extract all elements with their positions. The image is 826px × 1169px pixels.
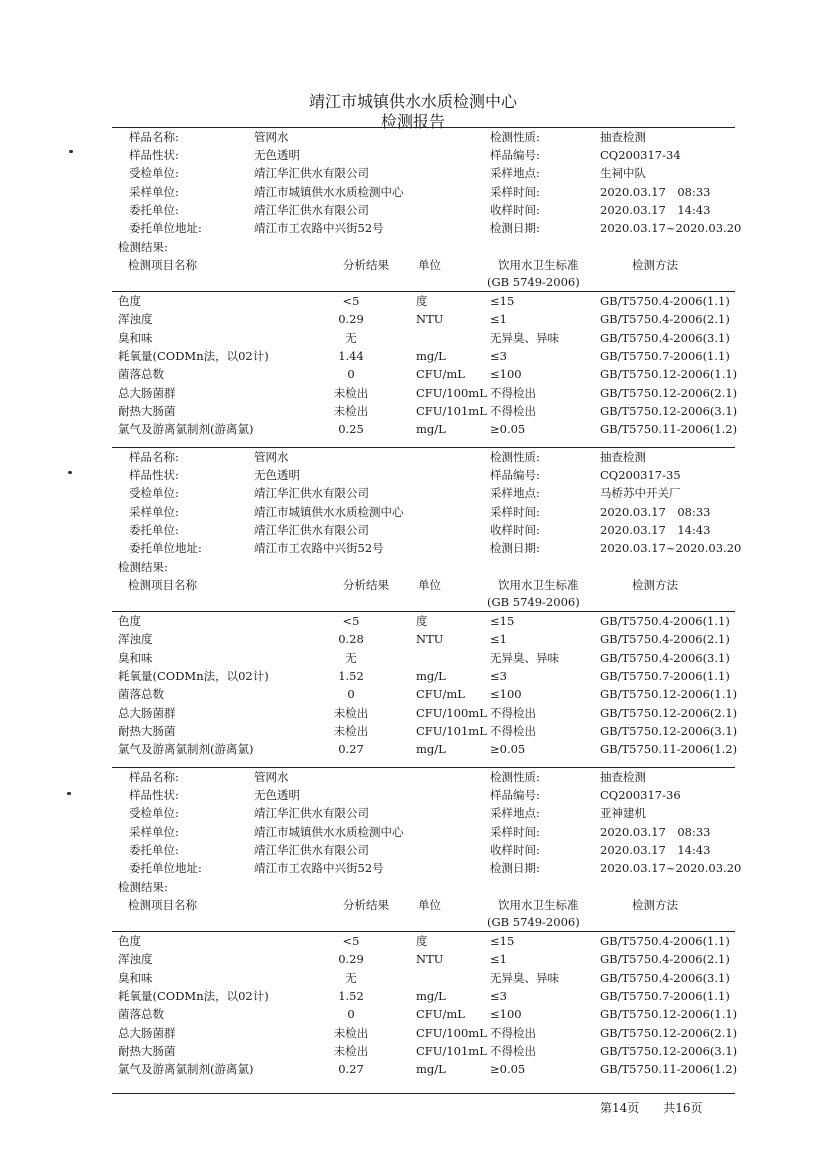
table-row-result: 0.25 [338, 422, 364, 437]
client-address-label: 委托单位地址: [129, 221, 202, 235]
client-address-label: 委托单位地址: [129, 541, 202, 555]
table-row-unit: mg/L [416, 742, 446, 757]
table-row-method: GB/T5750.12-2006(1.1) [600, 367, 738, 382]
table-row-result: 未检出 [333, 723, 369, 738]
sampling-unit-label: 采样单位: [129, 824, 179, 839]
table-row-unit: mg/L [416, 668, 446, 683]
table-row-method: GB/T5750.4-2006(2.1) [600, 952, 730, 967]
col-unit-header: 单位 [418, 578, 441, 592]
test-nature-value: 抽查检测 [600, 450, 646, 464]
table-row-result: <5 [342, 614, 360, 628]
col-method-header: 检测方法 [632, 258, 678, 272]
sampling-site-label: 采样地点: [490, 806, 540, 821]
col-result-header: 分析结果 [343, 258, 389, 272]
sampling-time-value: 2020.03.17 08:33 [600, 824, 711, 839]
table-row-item: 色度 [118, 614, 141, 628]
table-row-method: GB/T5750.7-2006(1.1) [600, 348, 730, 363]
table-row-standard: 无异臭、异味 [490, 330, 559, 345]
sample-no-value: CQ200317-34 [600, 148, 681, 163]
table-row-unit: mg/L [416, 1062, 446, 1077]
table-row-standard: ≥0.05 [490, 1062, 526, 1077]
table-row-unit: mg/L [416, 988, 446, 1003]
client-unit-label: 委托单位: [129, 522, 179, 537]
client-address-value: 靖江市工农路中兴街52号 [254, 221, 384, 235]
table-row-item: 耗氧量(CODMn法，以02计) [118, 348, 269, 363]
sample-state-value: 无色透明 [254, 788, 300, 803]
table-row-unit: CFU/100mL [416, 705, 487, 720]
test-date-value: 2020.03.17~2020.03.20 [600, 541, 742, 555]
table-row-method: GB/T5750.12-2006(2.1) [600, 1025, 738, 1040]
report-title: 检测报告 [380, 112, 445, 131]
test-nature-label: 检测性质: [490, 450, 540, 464]
table-row-unit: CFU/100mL [416, 385, 487, 400]
client-unit-value: 靖江华汇供水有限公司 [254, 842, 369, 857]
inspected-unit-value: 靖江华汇供水有限公司 [254, 806, 369, 821]
table-row-result: 无 [345, 970, 357, 985]
col-method-header: 检测方法 [632, 578, 678, 592]
table-row-item: 总大肠菌群 [118, 1025, 176, 1040]
col-item-header: 检测项目名称 [128, 258, 197, 272]
table-row-standard: ≤1 [490, 632, 507, 647]
sample-no-label: 样品编号: [490, 788, 540, 803]
table-row-item: 氯气及游离氯制剂(游离氯) [118, 1062, 254, 1077]
sampling-site-label: 采样地点: [490, 486, 540, 501]
table-row-item: 总大肠菌群 [118, 385, 176, 400]
table-row-standard: ≤1 [490, 952, 507, 967]
sample-name-label: 样品名称: [129, 130, 179, 144]
table-row-unit: NTU [416, 632, 444, 647]
section-rule [112, 767, 735, 768]
scan-speck [69, 150, 73, 153]
sampling-time-label: 采样时间: [490, 504, 540, 519]
table-row-result: 未检出 [333, 1043, 369, 1058]
table-row-item: 菌落总数 [118, 367, 164, 382]
col-item-header: 检测项目名称 [128, 898, 197, 912]
receive-time-label: 收样时间: [490, 202, 540, 217]
sampling-time-label: 采样时间: [490, 824, 540, 839]
col-standard-header: 饮用水卫生标准 [498, 258, 579, 272]
table-row-method: GB/T5750.12-2006(3.1) [600, 1043, 738, 1058]
table-row-unit: CFU/mL [416, 1007, 465, 1022]
client-address-label: 委托单位地址: [129, 861, 202, 875]
client-address-value: 靖江市工农路中兴街52号 [254, 861, 384, 875]
table-row-item: 浑浊度 [118, 312, 153, 327]
sampling-unit-value: 靖江市城镇供水水质检测中心 [254, 824, 404, 839]
receive-time-value: 2020.03.17 14:43 [600, 202, 711, 217]
client-address-value: 靖江市工农路中兴街52号 [254, 541, 384, 555]
table-row-result: 0.27 [338, 742, 364, 757]
table-row-result: 0.28 [338, 632, 364, 647]
inspected-unit-label: 受检单位: [129, 806, 179, 821]
table-row-unit: CFU/101mL [416, 403, 487, 418]
scan-speck [67, 792, 71, 795]
table-row-item: 菌落总数 [118, 1007, 164, 1022]
col-standard-sub: (GB 5749-2006) [487, 595, 580, 609]
table-row-item: 氯气及游离氯制剂(游离氯) [118, 422, 254, 437]
table-row-item: 浑浊度 [118, 952, 153, 967]
col-unit-header: 单位 [418, 898, 441, 912]
table-row-standard: 不得检出 [490, 403, 536, 418]
table-row-unit: CFU/101mL [416, 1043, 487, 1058]
section-rule [112, 611, 735, 612]
sample-no-value: CQ200317-35 [600, 468, 681, 483]
sample-name-value: 管网水 [254, 770, 289, 784]
table-row-item: 耗氧量(CODMn法，以02计) [118, 668, 269, 683]
table-row-standard: ≥0.05 [490, 742, 526, 757]
table-row-standard: ≤3 [490, 988, 507, 1003]
table-row-standard: ≤100 [490, 687, 522, 702]
sampling-time-label: 采样时间: [490, 184, 540, 199]
table-row-item: 耐热大肠菌 [118, 723, 176, 738]
table-row-result: 未检出 [333, 1025, 369, 1040]
table-row-method: GB/T5750.11-2006(1.2) [600, 422, 738, 437]
sample-state-value: 无色透明 [254, 148, 300, 163]
table-row-method: GB/T5750.12-2006(3.1) [600, 403, 738, 418]
table-row-result: 1.44 [338, 348, 364, 363]
table-row-result: 0.29 [338, 952, 364, 967]
table-row-method: GB/T5750.11-2006(1.2) [600, 742, 738, 757]
table-row-method: GB/T5750.12-2006(3.1) [600, 723, 738, 738]
table-row-result: <5 [342, 294, 360, 308]
table-row-unit: NTU [416, 312, 444, 327]
table-row-result: <5 [342, 934, 360, 948]
table-row-item: 色度 [118, 934, 141, 948]
sampling-unit-value: 靖江市城镇供水水质检测中心 [254, 504, 404, 519]
table-row-result: 0.29 [338, 312, 364, 327]
table-row-item: 总大肠菌群 [118, 705, 176, 720]
org-title: 靖江市城镇供水水质检测中心 [308, 92, 517, 111]
table-row-result: 1.52 [338, 988, 364, 1003]
results-label: 检测结果: [118, 560, 168, 574]
receive-time-label: 收样时间: [490, 842, 540, 857]
table-row-result: 0 [347, 1007, 355, 1022]
table-row-item: 耐热大肠菌 [118, 1043, 176, 1058]
test-nature-label: 检测性质: [490, 130, 540, 144]
sample-no-value: CQ200317-36 [600, 788, 681, 803]
col-item-header: 检测项目名称 [128, 578, 197, 592]
footer-rule [112, 1093, 735, 1094]
table-row-method: GB/T5750.12-2006(1.1) [600, 687, 738, 702]
table-row-standard: 无异臭、异味 [490, 970, 559, 985]
test-date-label: 检测日期: [490, 221, 540, 235]
table-row-standard: ≤3 [490, 348, 507, 363]
table-row-standard: ≤15 [490, 934, 515, 948]
table-row-method: GB/T5750.12-2006(2.1) [600, 385, 738, 400]
table-row-standard: ≥0.05 [490, 422, 526, 437]
table-row-standard: ≤15 [490, 294, 515, 308]
table-row-standard: ≤3 [490, 668, 507, 683]
sampling-site-label: 采样地点: [490, 166, 540, 181]
table-row-standard: 不得检出 [490, 1025, 536, 1040]
table-row-item: 耐热大肠菌 [118, 403, 176, 418]
sampling-unit-label: 采样单位: [129, 184, 179, 199]
table-row-standard: ≤15 [490, 614, 515, 628]
table-row-standard: 不得检出 [490, 705, 536, 720]
table-row-result: 0.27 [338, 1062, 364, 1077]
sampling-time-value: 2020.03.17 08:33 [600, 504, 711, 519]
table-row-unit: 度 [416, 294, 428, 308]
table-row-result: 无 [345, 330, 357, 345]
receive-time-value: 2020.03.17 14:43 [600, 842, 711, 857]
table-row-standard: 不得检出 [490, 723, 536, 738]
client-unit-label: 委托单位: [129, 202, 179, 217]
table-row-unit: 度 [416, 934, 428, 948]
test-nature-value: 抽查检测 [600, 770, 646, 784]
sample-name-value: 管网水 [254, 130, 289, 144]
client-unit-label: 委托单位: [129, 842, 179, 857]
sample-name-value: 管网水 [254, 450, 289, 464]
table-row-item: 菌落总数 [118, 687, 164, 702]
inspected-unit-value: 靖江华汇供水有限公司 [254, 486, 369, 501]
test-nature-label: 检测性质: [490, 770, 540, 784]
table-row-unit: CFU/mL [416, 687, 465, 702]
sample-name-label: 样品名称: [129, 770, 179, 784]
test-date-value: 2020.03.17~2020.03.20 [600, 221, 742, 235]
table-row-method: GB/T5750.4-2006(2.1) [600, 632, 730, 647]
table-row-result: 未检出 [333, 403, 369, 418]
table-row-standard: 无异臭、异味 [490, 650, 559, 665]
client-unit-value: 靖江华汇供水有限公司 [254, 202, 369, 217]
sample-name-label: 样品名称: [129, 450, 179, 464]
table-row-result: 0 [347, 367, 355, 382]
table-row-unit: CFU/mL [416, 367, 465, 382]
table-row-result: 无 [345, 650, 357, 665]
results-label: 检测结果: [118, 240, 168, 254]
table-row-unit: 度 [416, 614, 428, 628]
table-row-method: GB/T5750.7-2006(1.1) [600, 988, 730, 1003]
inspected-unit-value: 靖江华汇供水有限公司 [254, 166, 369, 181]
test-date-label: 检测日期: [490, 541, 540, 555]
table-row-unit: mg/L [416, 348, 446, 363]
col-method-header: 检测方法 [632, 898, 678, 912]
results-label: 检测结果: [118, 880, 168, 894]
test-date-label: 检测日期: [490, 861, 540, 875]
section-rule [112, 291, 735, 292]
table-row-unit: CFU/100mL [416, 1025, 487, 1040]
receive-time-value: 2020.03.17 14:43 [600, 522, 711, 537]
col-standard-sub: (GB 5749-2006) [487, 275, 580, 289]
sampling-site-value: 亚神建机 [600, 806, 646, 821]
table-row-result: 1.52 [338, 668, 364, 683]
col-standard-header: 饮用水卫生标准 [498, 578, 579, 592]
table-row-method: GB/T5750.4-2006(3.1) [600, 650, 730, 665]
sample-state-label: 样品性状: [129, 148, 179, 163]
inspected-unit-label: 受检单位: [129, 166, 179, 181]
table-row-unit: CFU/101mL [416, 723, 487, 738]
section-rule [112, 447, 735, 448]
sample-state-value: 无色透明 [254, 468, 300, 483]
table-row-item: 色度 [118, 294, 141, 308]
col-standard-header: 饮用水卫生标准 [498, 898, 579, 912]
table-row-method: GB/T5750.4-2006(1.1) [600, 614, 730, 628]
table-row-standard: 不得检出 [490, 1043, 536, 1058]
inspected-unit-label: 受检单位: [129, 486, 179, 501]
table-row-method: GB/T5750.4-2006(2.1) [600, 312, 730, 327]
table-row-unit: NTU [416, 952, 444, 967]
table-row-standard: 不得检出 [490, 385, 536, 400]
table-row-result: 未检出 [333, 705, 369, 720]
col-result-header: 分析结果 [343, 898, 389, 912]
scan-speck [68, 471, 72, 474]
section-rule [112, 931, 735, 932]
page-number: 第14页 共16页 [600, 1101, 703, 1115]
table-row-method: GB/T5750.4-2006(3.1) [600, 970, 730, 985]
table-row-method: GB/T5750.11-2006(1.2) [600, 1062, 738, 1077]
sample-state-label: 样品性状: [129, 468, 179, 483]
table-row-method: GB/T5750.7-2006(1.1) [600, 668, 730, 683]
table-row-unit: mg/L [416, 422, 446, 437]
sample-state-label: 样品性状: [129, 788, 179, 803]
table-row-method: GB/T5750.12-2006(1.1) [600, 1007, 738, 1022]
table-row-standard: ≤1 [490, 312, 507, 327]
table-row-item: 臭和味 [118, 330, 153, 345]
table-row-item: 浑浊度 [118, 632, 153, 647]
table-row-item: 氯气及游离氯制剂(游离氯) [118, 742, 254, 757]
sampling-unit-value: 靖江市城镇供水水质检测中心 [254, 184, 404, 199]
sampling-site-value: 生祠中队 [600, 166, 646, 181]
receive-time-label: 收样时间: [490, 522, 540, 537]
sampling-unit-label: 采样单位: [129, 504, 179, 519]
table-row-standard: ≤100 [490, 1007, 522, 1022]
sampling-site-value: 马桥苏中开关厂 [600, 486, 681, 501]
sample-no-label: 样品编号: [490, 468, 540, 483]
client-unit-value: 靖江华汇供水有限公司 [254, 522, 369, 537]
col-standard-sub: (GB 5749-2006) [487, 915, 580, 929]
table-row-method: GB/T5750.12-2006(2.1) [600, 705, 738, 720]
test-date-value: 2020.03.17~2020.03.20 [600, 861, 742, 875]
col-result-header: 分析结果 [343, 578, 389, 592]
table-row-method: GB/T5750.4-2006(1.1) [600, 294, 730, 308]
table-row-result: 0 [347, 687, 355, 702]
table-row-item: 臭和味 [118, 970, 153, 985]
col-unit-header: 单位 [418, 258, 441, 272]
table-row-method: GB/T5750.4-2006(3.1) [600, 330, 730, 345]
table-row-standard: ≤100 [490, 367, 522, 382]
table-row-method: GB/T5750.4-2006(1.1) [600, 934, 730, 948]
test-nature-value: 抽查检测 [600, 130, 646, 144]
table-row-item: 臭和味 [118, 650, 153, 665]
section-rule [112, 127, 735, 128]
table-row-item: 耗氧量(CODMn法，以02计) [118, 988, 269, 1003]
table-row-result: 未检出 [333, 385, 369, 400]
sample-no-label: 样品编号: [490, 148, 540, 163]
sampling-time-value: 2020.03.17 08:33 [600, 184, 711, 199]
